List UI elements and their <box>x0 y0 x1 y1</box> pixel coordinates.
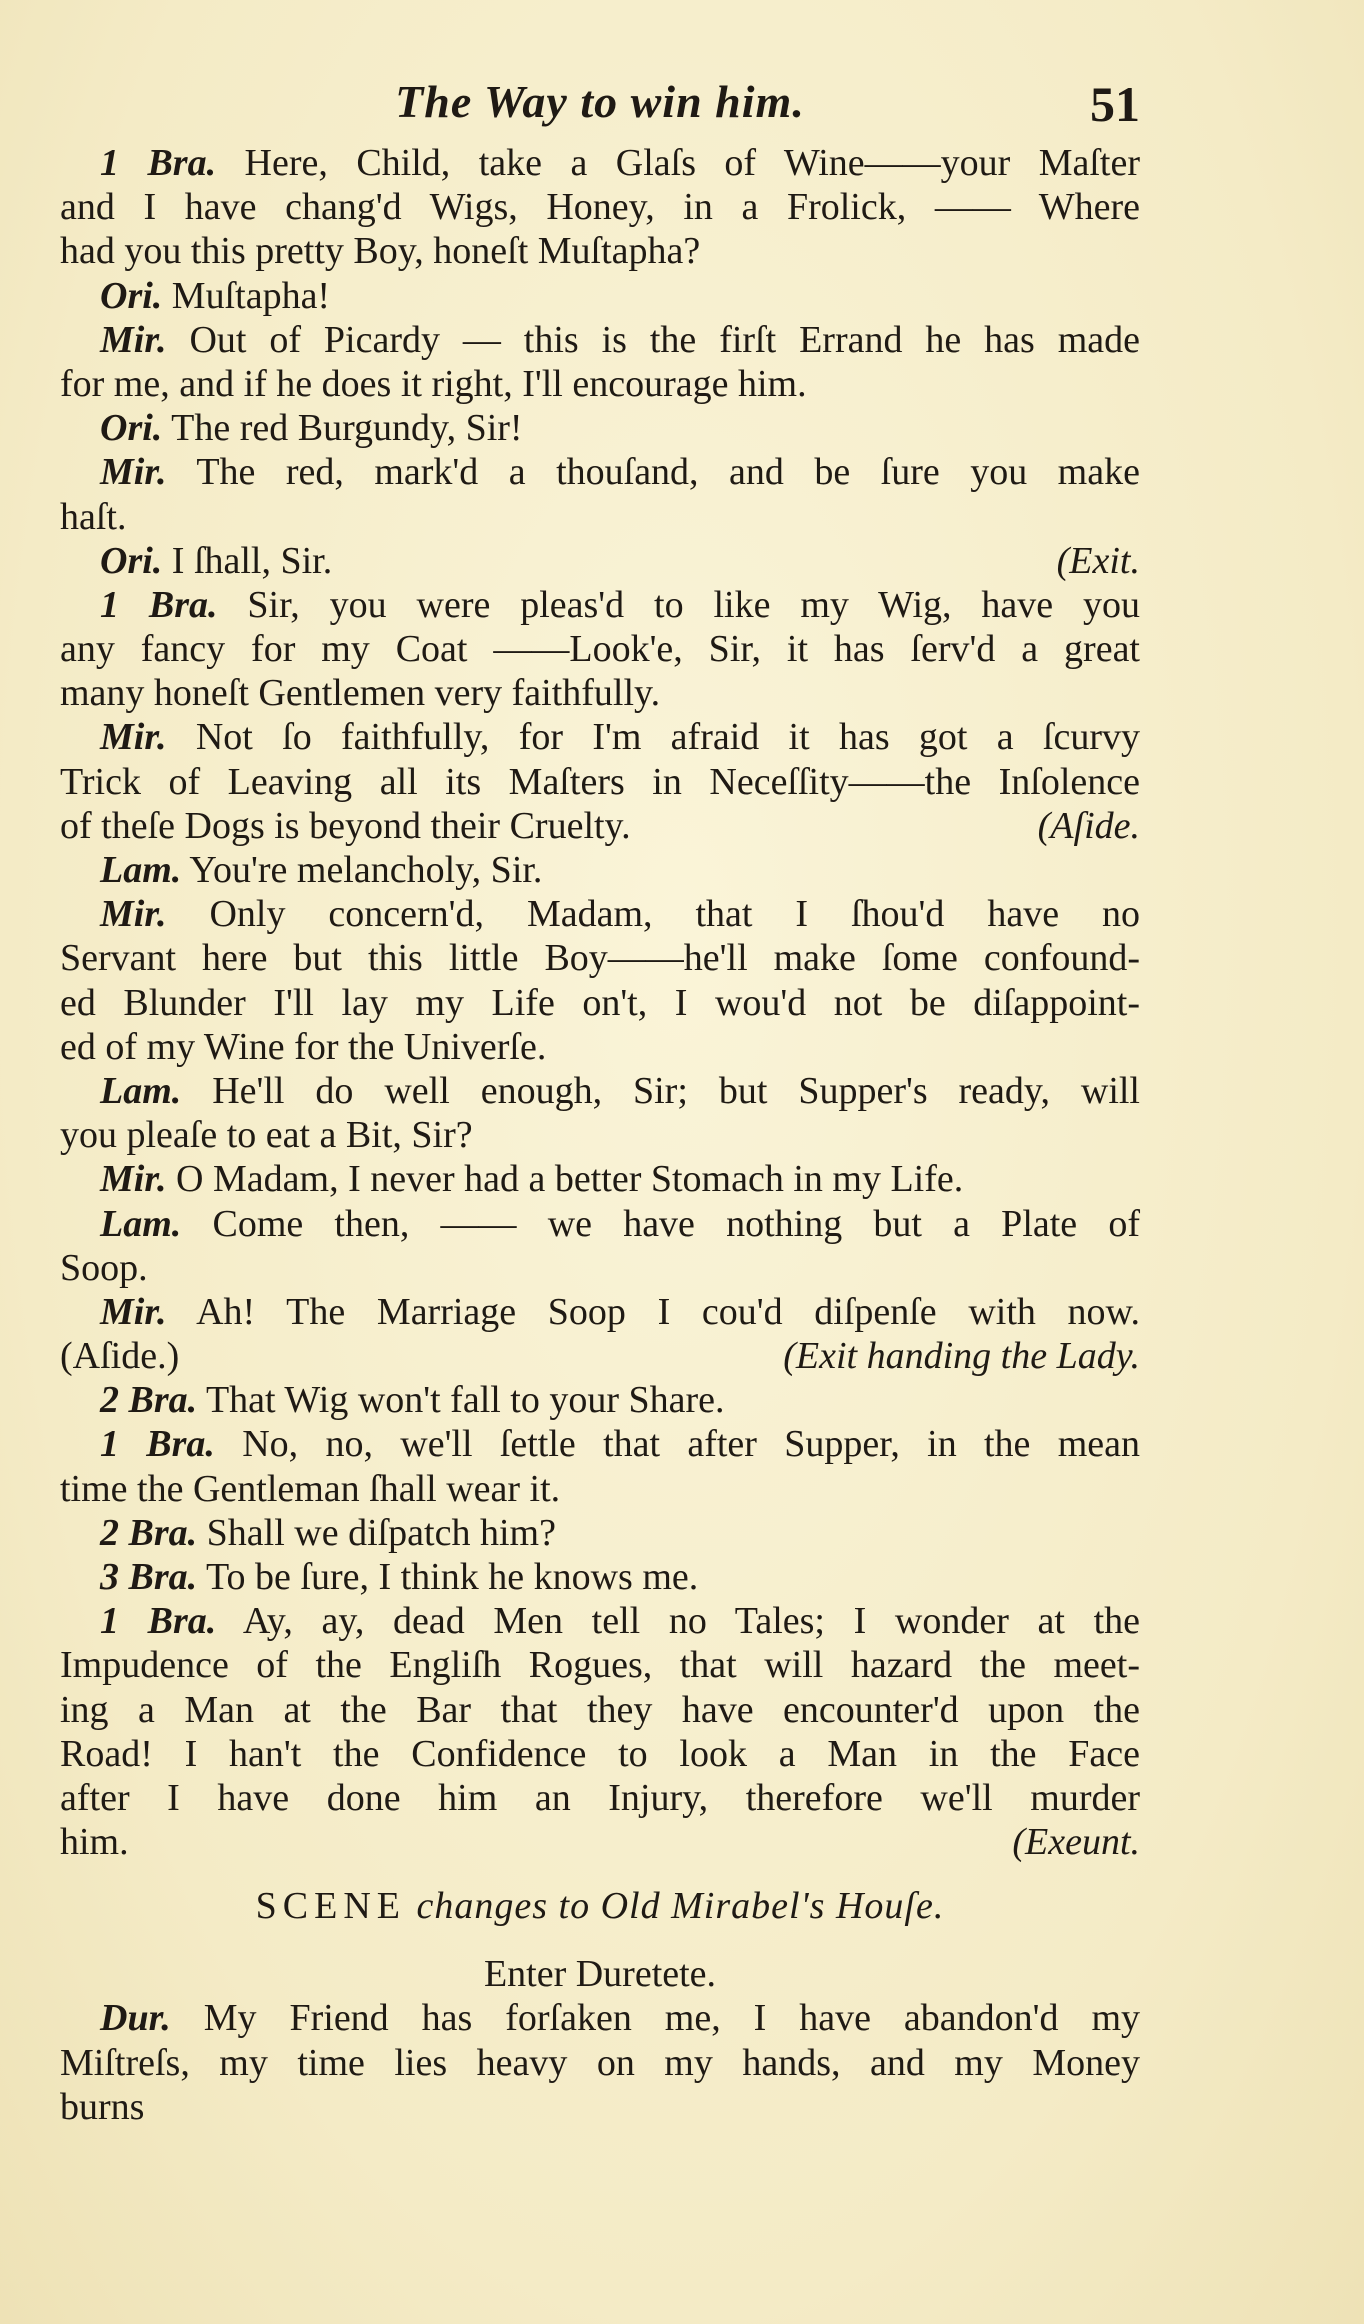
running-title: The Way to win him. <box>395 76 805 127</box>
line-text: for me, and if he does it right, I'll encourage him. <box>60 362 807 405</box>
line-text: Soop. <box>60 1246 148 1289</box>
line-text: had you this pretty Boy, honeſt Muſtapha? <box>60 230 701 273</box>
line-text: No, no, we'll ſettle that after Supper, in the mean <box>242 1423 1141 1466</box>
line-text: you pleaſe to eat a Bit, Sir? <box>60 1114 473 1157</box>
line-text: Trick of Leaving all its Maſters in Neceſſity——the Inſolence <box>60 760 1140 803</box>
speaker-name: Lam. <box>100 1202 182 1245</box>
text-line <box>60 936 1140 980</box>
text-line <box>60 715 1140 759</box>
text-line <box>60 1246 1140 1290</box>
speaker-name: 1 Bra. <box>100 583 218 626</box>
text-line <box>60 1820 1140 1864</box>
line-text: Road! I han't the Confidence to look a Man in the Face <box>60 1732 1140 1775</box>
text-line <box>60 1422 1140 1466</box>
line-text: him. <box>60 1821 129 1864</box>
text-line <box>60 318 1140 362</box>
text-line <box>60 1776 1140 1820</box>
line-text: of theſe Dogs is beyond their Cruelty. <box>60 804 631 847</box>
line-text: O Madam, I never had a better Stomach in my Life. <box>176 1158 964 1201</box>
text-line <box>60 1732 1140 1776</box>
text-line <box>60 1157 1140 1201</box>
line-text: The red Burgundy, Sir! <box>171 407 523 450</box>
text-line <box>60 495 1140 539</box>
text-line <box>60 362 1140 406</box>
text-line <box>60 141 1140 185</box>
speaker-name: Lam. <box>100 1069 182 1112</box>
scene-heading <box>60 1884 1140 1928</box>
dialogue-lines <box>60 141 1140 1864</box>
line-text: He'll do well enough, Sir; but Supper's ready, will <box>212 1069 1140 1112</box>
stage-direction: (Aſide. <box>1037 804 1140 847</box>
speaker-name: Ori. <box>100 274 163 317</box>
text-line <box>60 274 1140 318</box>
text-line <box>60 981 1140 1025</box>
text-line <box>60 2085 1140 2129</box>
speaker-name: Mir. <box>100 893 167 936</box>
line-text: Only concern'd, Madam, that I ſhou'd have no <box>209 893 1140 936</box>
speaker-name: Mir. <box>100 716 167 759</box>
line-text: burns <box>60 2085 145 2128</box>
line-text: You're melancholy, Sir. <box>189 849 543 891</box>
text-line <box>60 539 1140 583</box>
speaker-name: Ori. <box>100 539 163 582</box>
line-text: ing a Man at the Bar that they have encounter'd upon the <box>60 1688 1140 1731</box>
line-text: after I have done him an Injury, therefore we'll murder <box>60 1776 1140 1819</box>
line-text: Ay, ay, dead Men tell no Tales; I wonder at the <box>242 1600 1140 1643</box>
scene-label: SCENE <box>255 1885 407 1928</box>
scene-description: changes to Old Mirabel's Houſe. <box>416 1885 945 1928</box>
speaker-name: Mir. <box>100 1290 167 1333</box>
line-text: haſt. <box>60 495 127 538</box>
stage-direction-enter: Enter Duretete. <box>483 1953 717 1996</box>
text-line <box>60 671 1140 715</box>
line-text: My Friend has forſaken me, I have abandon'd my <box>203 1997 1141 2040</box>
text-line <box>60 1467 1140 1511</box>
line-text: Shall we diſpatch him? <box>206 1511 556 1554</box>
speaker-name: Ori. <box>100 407 163 450</box>
speaker-name: 2 Bra. <box>100 1511 198 1554</box>
text-line <box>60 185 1140 229</box>
speaker-name: 1 Bra. <box>100 1600 217 1643</box>
text-line <box>60 1643 1140 1687</box>
line-text: Impudence of the Engliſh Rogues, that will hazard the meet- <box>60 1644 1140 1687</box>
line-text: Muſtapha! <box>171 274 331 317</box>
text-line <box>60 892 1140 936</box>
line-text: any fancy for my Coat ——Look'e, Sir, it has ſerv'd a great <box>60 628 1140 671</box>
line-text: Sir, you were pleas'd to like my Wig, have you <box>247 583 1141 626</box>
page-number: 51 <box>1090 76 1140 132</box>
speaker-name: Mir. <box>100 451 167 494</box>
speaker-name: 1 Bra. <box>100 1423 215 1466</box>
text-line <box>60 1202 1140 1246</box>
line-text: That Wig won't fall to your Share. <box>205 1379 725 1422</box>
speaker-name: Lam. <box>100 849 182 891</box>
text-line <box>60 848 1140 892</box>
line-text: Come then, —— we have nothing but a Plate of <box>212 1202 1140 1245</box>
text-line <box>60 1511 1140 1555</box>
text-line <box>60 760 1140 804</box>
line-text: Servant here but this little Boy——he'll make ſome confound- <box>60 937 1140 980</box>
text-line <box>60 450 1140 494</box>
text-line <box>60 1688 1140 1732</box>
line-text: Out of Picardy — this is the firſt Errand he has made <box>189 318 1140 361</box>
text-line <box>60 804 1140 848</box>
line-text: ed of my Wine for the Univerſe. <box>60 1025 547 1068</box>
text-line <box>60 229 1140 273</box>
line-text: I ſhall, Sir. <box>171 539 333 582</box>
line-text: To be ſure, I think he knows me. <box>205 1556 699 1598</box>
line-text: The red, mark'd a thouſand, and be ſure you make <box>196 451 1140 494</box>
stage-direction: (Exit. <box>1056 539 1140 582</box>
text-line <box>60 1025 1140 1069</box>
text-line <box>60 583 1140 627</box>
text-line <box>60 1113 1140 1157</box>
speaker-name: 2 Bra. <box>100 1379 198 1422</box>
text-line <box>60 1599 1140 1643</box>
text-line <box>60 406 1140 450</box>
speaker-name: 3 Bra. <box>100 1556 198 1598</box>
text-line <box>60 627 1140 671</box>
speaker-name: 1 Bra. <box>100 142 217 184</box>
speaker-name: Mir. <box>100 318 167 361</box>
line-text: and I have chang'd Wigs, Honey, in a Frolick, —— Where <box>60 186 1140 229</box>
stage-direction: (Exeunt. <box>1012 1821 1140 1864</box>
line-text: (Aſide.) <box>60 1335 180 1378</box>
speaker-name: Dur. <box>100 1997 171 2040</box>
stage-direction: (Exit handing the Lady. <box>783 1335 1140 1378</box>
text-line <box>60 1334 1140 1378</box>
text-line <box>60 1996 1140 2040</box>
speaker-name: Mir. <box>100 1158 167 1201</box>
line-text: Miſtreſs, my time lies heavy on my hands, and my Money <box>60 2041 1140 2084</box>
line-text: Not ſo faithfully, for I'm afraid it has got a ſcurvy <box>195 716 1141 759</box>
text-line <box>60 1069 1140 1113</box>
text-line <box>60 2041 1140 2085</box>
line-text: time the Gentleman ſhall wear it. <box>60 1467 561 1510</box>
line-text: many honeſt Gentlemen very faithfully. <box>60 672 661 715</box>
text-line <box>60 1378 1140 1422</box>
running-head <box>60 75 1140 137</box>
text-line <box>60 1290 1140 1334</box>
text-line <box>60 1555 1140 1599</box>
line-text: Ah! The Marriage Soop I cou'd diſpenſe with now. <box>196 1290 1140 1333</box>
line-text: ed Blunder I'll lay my Life on't, I wou'd not be diſappoint- <box>60 981 1140 1024</box>
text-block <box>60 75 1140 2129</box>
line-text: Here, Child, take a Glaſs of Wine——your Maſter <box>244 142 1141 184</box>
dialogue-tail <box>60 1996 1140 2129</box>
